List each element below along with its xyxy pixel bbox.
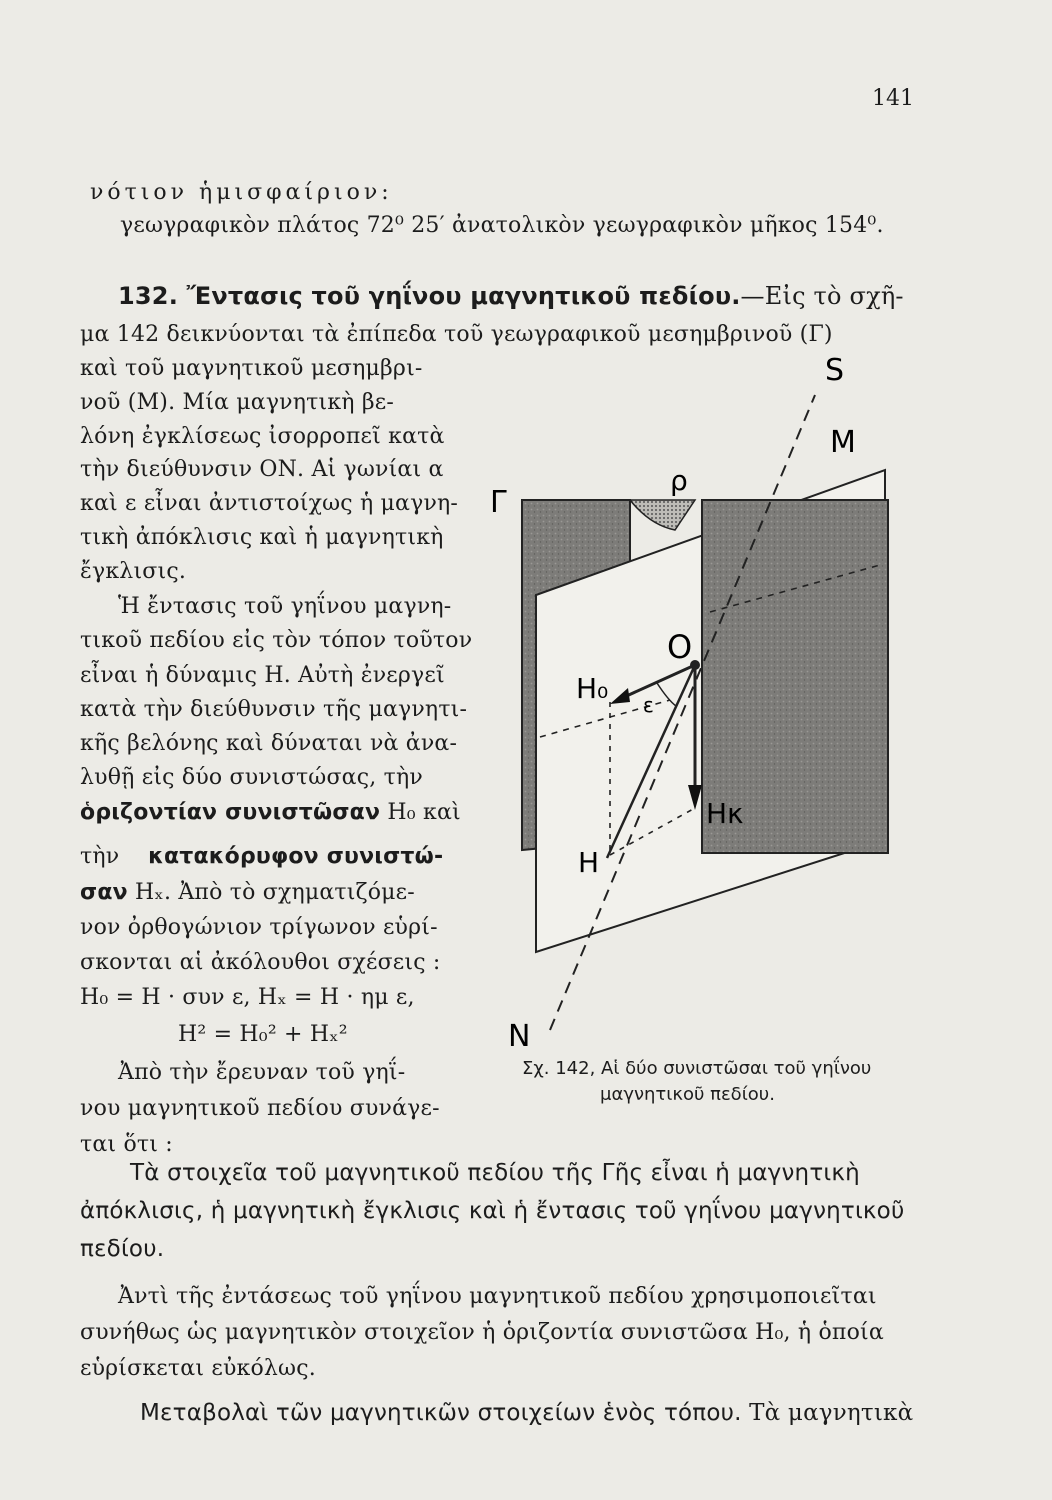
bold-term: κατακόρυφον συνιστώ- [148, 844, 444, 869]
bold-term: ὁριζοντίαν συνιστῶσαν [80, 800, 381, 825]
text-line: λόνη ἐγκλίσεως ἰσορροπεῖ κατὰ [80, 424, 445, 449]
angle-rho-region [630, 500, 695, 530]
text-fragment: Τὰ μαγνητικὰ [749, 1400, 914, 1426]
section-heading-tail: —Εἰς τὸ σχῆ- [740, 282, 904, 310]
text-line: εὑρίσκεται εὐκόλως. [80, 1356, 316, 1381]
label-epsilon: ε [643, 693, 654, 717]
label-O: O [667, 628, 693, 666]
label-Hk: Hκ [706, 797, 744, 830]
subsection-title: Μεταβολαὶ τῶν μαγνητικῶν στοιχείων ἑνὸς τόπου. [140, 1400, 742, 1426]
label-M: M [830, 425, 856, 460]
label-H: H [578, 846, 600, 879]
text-line: μα 142 δεικνύονται τὰ ἐπίπεδα τοῦ γεωγραφικοῦ μεσημβρινοῦ (Γ) [80, 322, 833, 347]
text-line: τὴν διεύθυνσιν ΟΝ. Αἱ γωνίαι α [80, 457, 444, 482]
figure-caption-line2: μαγνητικοῦ πεδίου. [600, 1084, 775, 1105]
text-fragment: Ηₓ. Ἀπὸ τὸ σχηματιζόμε- [135, 880, 415, 905]
text-line: γεωγραφικὸν πλάτος 72⁰ 25′ ἀνατολικὸν γεωγραφικὸν μῆκος 154⁰. [120, 213, 884, 238]
text-line: νότιον ἡμισφαίριον: [90, 180, 393, 205]
text-line: Ἀπὸ τὴν ἔρευναν τοῦ γηΐ- [118, 1060, 406, 1085]
text-line: τικὴ ἀπόκλισις καὶ ἡ μαγνητικὴ [80, 525, 444, 550]
text-line [80, 844, 443, 869]
text-fragment: Η₀ καὶ [387, 800, 461, 825]
text-line: νοῦ (Μ). Μία μαγνητικὴ βε- [80, 390, 394, 415]
text-line: καὶ τοῦ μαγνητικοῦ μεσημβρι- [80, 356, 423, 381]
text-line: σκονται αἱ ἀκόλουθοι σχέσεις : [80, 950, 441, 975]
text-line: ἀπόκλισις, ἡ μαγνητικὴ ἔγκλισις καὶ ἡ ἔντασις τοῦ γηΐνου μαγνητικοῦ [80, 1198, 905, 1224]
section-heading [118, 282, 904, 310]
figure-caption: Σχ. 142, Αἱ δύο συνιστῶσαι τοῦ γηΐνου [522, 1058, 872, 1079]
text-line: κῆς βελόνης καὶ δύναται νὰ ἀνα- [80, 731, 458, 756]
equation: Η² = Η₀² + Ηₓ² [178, 1022, 348, 1047]
label-N: N [508, 1019, 531, 1054]
label-S: S [825, 353, 845, 388]
label-rho: ρ [670, 464, 688, 497]
text-line: τικοῦ πεδίου εἰς τὸν τόπον τοῦτον [80, 628, 473, 653]
text-line [80, 880, 415, 905]
text-line: πεδίου. [80, 1236, 165, 1262]
label-H0: H₀ [576, 672, 609, 705]
text-line: κατὰ τὴν διεύθυνσιν τῆς μαγνητι- [80, 697, 468, 722]
figure-142 [470, 340, 910, 1060]
text-line: Ἀντὶ τῆς ἐντάσεως τοῦ γηΐνου μαγνητικοῦ πεδίου χρησιμοποιεῖται [118, 1284, 877, 1309]
text-line: συνήθως ὡς μαγνητικὸν στοιχεῖον ἡ ὁριζοντία συνιστῶσα Η₀, ἡ ὁποία [80, 1320, 884, 1345]
text-line [80, 800, 461, 825]
text-line: ται ὅτι : [80, 1132, 173, 1157]
text-line: Ἡ ἔντασις τοῦ γηΐνου μαγνη- [118, 594, 452, 619]
text-line: Τὰ στοιχεῖα τοῦ μαγνητικοῦ πεδίου τῆς Γῆς εἶναι ἡ μαγνητικὴ [130, 1160, 860, 1186]
text-line: λυθῇ εἰς δύο συνιστώσας, τὴν [80, 765, 423, 790]
equation: Η₀ = Η · συν ε, Ηₓ = Η · ημ ε, [80, 985, 415, 1010]
text-line: νον ὀρθογώνιον τρίγωνον εὑρί- [80, 915, 438, 940]
section-heading-title: 132. Ἔντασις τοῦ γηΐνου μαγνητικοῦ πεδίου. [118, 282, 741, 310]
text-line: καὶ ε εἶναι ἀντιστοίχως ἡ μαγνη- [80, 491, 459, 516]
text-line: ἔγκλισις. [80, 559, 187, 584]
text-fragment: τὴν [80, 844, 120, 869]
bold-term: σαν [80, 880, 128, 905]
subsection-heading [140, 1400, 913, 1426]
label-Gamma: Γ [490, 485, 507, 520]
page-number: 141 [872, 86, 914, 111]
text-line: εἶναι ἡ δύναμις Η. Αὐτὴ ἐνεργεῖ [80, 663, 445, 688]
text-line: νου μαγνητικοῦ πεδίου συνάγε- [80, 1096, 440, 1121]
